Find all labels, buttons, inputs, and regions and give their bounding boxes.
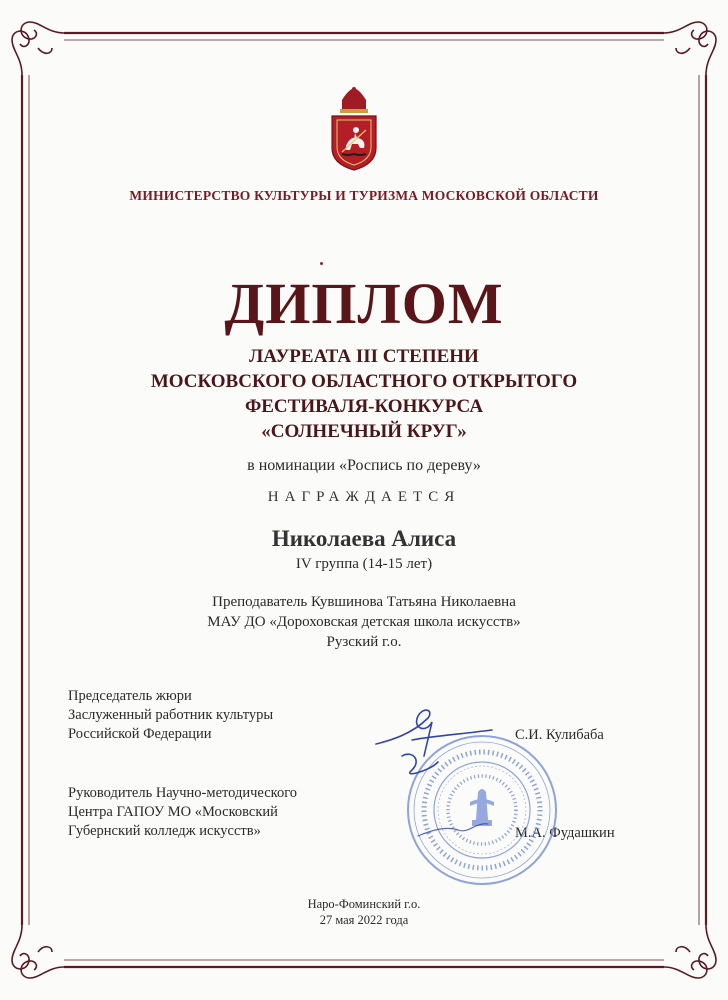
age-group: IV группа (14-15 лет): [295, 556, 433, 572]
head-title-line: Губернский колледж искусств»: [68, 823, 261, 839]
awarded-label: НАГРАЖДАЕТСЯ: [267, 489, 461, 505]
jury-chair-name: С.И. Кулибаба: [515, 727, 604, 743]
nomination: в номинации «Роспись по дереву»: [247, 457, 481, 474]
issue-date: 27 мая 2022 года: [319, 913, 409, 927]
head-title-line: Центра ГАПОУ МО «Московский: [68, 804, 278, 820]
subtitle-line: МОСКОВСКОГО ОБЛАСТНОГО ОТКРЫТОГО: [150, 371, 578, 392]
signature-icon: [412, 800, 512, 850]
recipient-name: Николаева Алиса: [271, 526, 457, 551]
head-name: М.А. Фудашкин: [515, 825, 615, 841]
subtitle-line: «СОЛНЕЧНЫЙ КРУГ»: [261, 421, 467, 442]
jury-title-line: Председатель жюри: [68, 688, 192, 704]
signature-icon: [372, 700, 522, 780]
teacher: Преподаватель Кувшинова Татьяна Николаевна: [212, 594, 516, 610]
decorative-dot: [320, 262, 323, 265]
jury-title-line: Заслуженный работник культуры: [68, 707, 274, 723]
subtitle-line: ФЕСТИВАЛЯ-КОНКУРСА: [244, 396, 484, 417]
jury-title-line: Российской Федерации: [68, 726, 212, 742]
diploma-title: ДИПЛОМ: [224, 271, 504, 336]
issue-city: Наро-Фоминский г.о.: [307, 897, 421, 911]
coat-of-arms-icon: [328, 86, 380, 172]
subtitle-line: ЛАУРЕАТА III СТЕПЕНИ: [249, 346, 479, 367]
ministry-heading: МИНИСТЕРСТВО КУЛЬТУРЫ И ТУРИЗМА МОСКОВСКОЙ ОБЛАСТИ: [129, 188, 599, 203]
school: МАУ ДО «Дороховская детская школа искусств»: [207, 614, 521, 630]
region: Рузский г.о.: [326, 634, 402, 650]
head-title-line: Руководитель Научно-методического: [68, 785, 298, 801]
